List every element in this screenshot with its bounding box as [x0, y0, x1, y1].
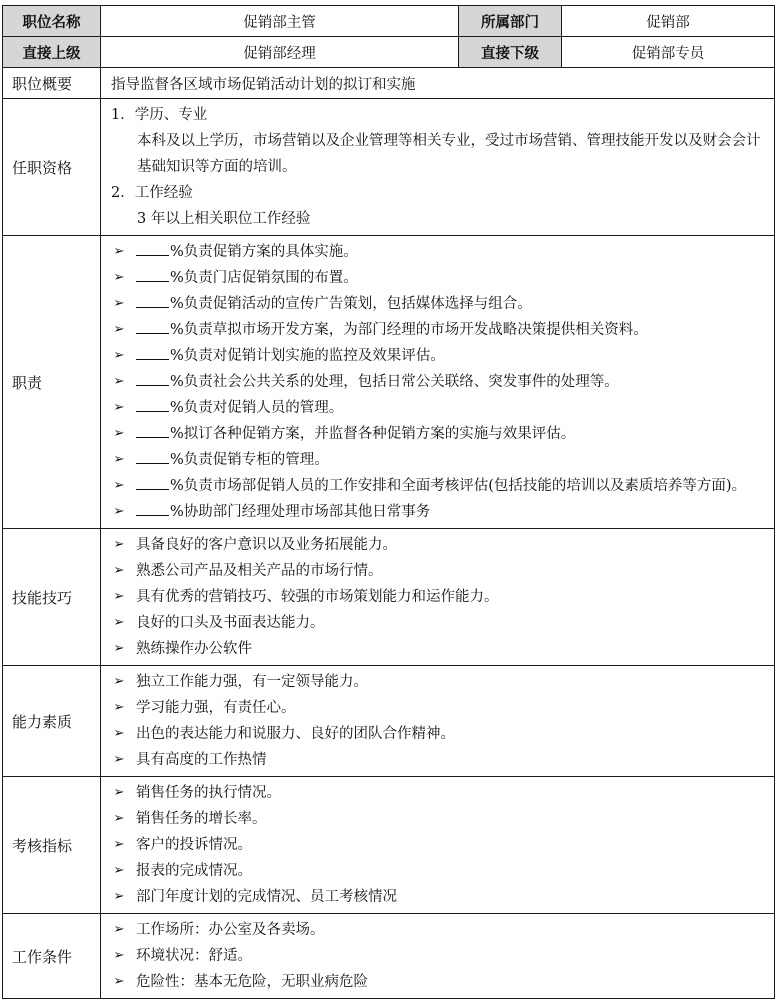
percentage-blank	[136, 291, 169, 308]
percentage-blank	[136, 239, 169, 256]
ability-item-text: 独立工作能力强，有一定领导能力。	[136, 674, 368, 690]
education-text: 本科及以上学历，市场营销以及企业管理等相关专业，受过市场营销、管理技能开发以及财会会计基础知识等方面的培训。	[137, 133, 761, 175]
percentage-blank	[136, 343, 169, 360]
duties-content	[101, 236, 775, 529]
skill-item-text: 熟练操作办公软件	[136, 641, 252, 657]
arrow-bullet-icon: ➢	[113, 948, 125, 963]
duty-item-text: %负责草拟市场开发方案，为部门经理的市场开发战略决策提供相关资料。	[170, 322, 648, 338]
skill-item	[109, 610, 766, 636]
duty-item-text: %拟订各种促销方案，并监督各种促销方案的实施与效果评估。	[170, 426, 576, 442]
kpi-item-text: 部门年度计划的完成情况、员工考核情况	[136, 889, 397, 905]
arrow-bullet-icon: ➢	[113, 615, 125, 630]
arrow-bullet-icon: ➢	[113, 589, 125, 604]
arrow-bullet-icon: ➢	[113, 974, 125, 989]
duty-item	[109, 421, 766, 447]
header-row-1	[3, 6, 775, 37]
condition-item	[109, 969, 766, 995]
condition-item	[109, 943, 766, 969]
kpi-item-text: 报表的完成情况。	[136, 863, 252, 879]
arrow-bullet-icon: ➢	[113, 452, 125, 467]
duties-label: 职责	[3, 236, 101, 529]
duty-item	[109, 291, 766, 317]
conditions-list	[109, 917, 766, 995]
ability-item	[109, 747, 766, 773]
arrow-bullet-icon: ➢	[113, 504, 125, 519]
ability-item	[109, 721, 766, 747]
skill-item	[109, 584, 766, 610]
skill-item-text: 良好的口头及书面表达能力。	[136, 615, 325, 631]
abilities-content	[101, 666, 775, 777]
summary-label: 职位概要	[3, 68, 101, 99]
percentage-blank	[136, 317, 169, 334]
department-label: 所属部门	[459, 6, 562, 37]
arrow-bullet-icon: ➢	[113, 641, 125, 656]
duty-item	[109, 343, 766, 369]
qualifications-content	[101, 99, 775, 236]
kpis-content	[101, 777, 775, 914]
arrow-bullet-icon: ➢	[113, 863, 125, 878]
kpis-row	[3, 777, 775, 914]
percentage-blank	[136, 447, 169, 464]
qualifications-row	[3, 99, 775, 236]
arrow-bullet-icon: ➢	[113, 322, 125, 337]
condition-item-text: 危险性：基本无危险，无职业病危险	[136, 974, 368, 990]
arrow-bullet-icon: ➢	[113, 348, 125, 363]
subordinate-value: 促销部专员	[562, 37, 775, 68]
subordinate-label: 直接下级	[459, 37, 562, 68]
arrow-bullet-icon: ➢	[113, 752, 125, 767]
arrow-bullet-icon: ➢	[113, 889, 125, 904]
arrow-bullet-icon: ➢	[113, 922, 125, 937]
duty-item-text: %负责对促销计划实施的监控及效果评估。	[170, 348, 445, 364]
arrow-bullet-icon: ➢	[113, 374, 125, 389]
position-name-label: 职位名称	[3, 6, 101, 37]
conditions-row	[3, 914, 775, 999]
arrow-bullet-icon: ➢	[113, 674, 125, 689]
experience-text: 3 年以上相关职位工作经验	[137, 211, 311, 227]
summary-text: 指导监督各区域市场促销活动计划的拟订和实施	[101, 68, 775, 99]
kpis-list	[109, 780, 766, 910]
kpis-label: 考核指标	[3, 777, 101, 914]
arrow-bullet-icon: ➢	[113, 726, 125, 741]
skills-list	[109, 532, 766, 662]
conditions-label: 工作条件	[3, 914, 101, 999]
duty-item-text: %负责促销专柜的管理。	[170, 452, 329, 468]
kpi-item	[109, 832, 766, 858]
skills-content	[101, 529, 775, 666]
percentage-blank	[136, 395, 169, 412]
skill-item-text: 熟悉公司产品及相关产品的市场行情。	[136, 563, 383, 579]
skill-item-text: 具备良好的客户意识以及业务拓展能力。	[136, 537, 397, 553]
ability-item-text: 具有高度的工作热情	[136, 752, 267, 768]
arrow-bullet-icon: ➢	[113, 700, 125, 715]
kpi-item	[109, 858, 766, 884]
duty-item	[109, 499, 766, 525]
education-heading: 1．学历、专业	[111, 107, 208, 123]
arrow-bullet-icon: ➢	[113, 478, 125, 493]
duty-item-text: %负责对促销人员的管理。	[170, 400, 344, 416]
arrow-bullet-icon: ➢	[113, 537, 125, 552]
experience-heading: 2．工作经验	[111, 185, 193, 201]
skill-item	[109, 558, 766, 584]
condition-item-text: 工作场所：办公室及各卖场。	[136, 922, 325, 938]
ability-item	[109, 695, 766, 721]
duty-item-text: %协助部门经理处理市场部其他日常事务	[170, 504, 431, 520]
skills-label: 技能技巧	[3, 529, 101, 666]
arrow-bullet-icon: ➢	[113, 426, 125, 441]
header-row-2	[3, 37, 775, 68]
kpi-item-text: 销售任务的执行情况。	[136, 785, 281, 801]
duties-list	[109, 239, 766, 525]
arrow-bullet-icon: ➢	[113, 837, 125, 852]
duty-item	[109, 473, 766, 499]
kpi-item	[109, 884, 766, 910]
arrow-bullet-icon: ➢	[113, 296, 125, 311]
position-name-value: 促销部主管	[101, 6, 459, 37]
ability-item-text: 学习能力强，有责任心。	[136, 700, 296, 716]
percentage-blank	[136, 473, 169, 490]
kpi-item-text: 客户的投诉情况。	[136, 837, 252, 853]
skill-item	[109, 532, 766, 558]
percentage-blank	[136, 499, 169, 516]
duty-item-text: %负责门店促销氛围的布置。	[170, 270, 358, 286]
arrow-bullet-icon: ➢	[113, 400, 125, 415]
job-description-table	[2, 5, 775, 999]
duty-item	[109, 447, 766, 473]
duties-row	[3, 236, 775, 529]
superior-label: 直接上级	[3, 37, 101, 68]
department-value: 促销部	[562, 6, 775, 37]
arrow-bullet-icon: ➢	[113, 244, 125, 259]
abilities-row	[3, 666, 775, 777]
duty-item	[109, 395, 766, 421]
skill-item	[109, 636, 766, 662]
qualifications-label: 任职资格	[3, 99, 101, 236]
skill-item-text: 具有优秀的营销技巧、较强的市场策划能力和运作能力。	[136, 589, 499, 605]
ability-item	[109, 669, 766, 695]
duty-item	[109, 239, 766, 265]
skills-row	[3, 529, 775, 666]
duty-item	[109, 265, 766, 291]
duty-item-text: %负责社会公共关系的处理，包括日常公关联络、突发事件的处理等。	[170, 374, 619, 390]
arrow-bullet-icon: ➢	[113, 811, 125, 826]
arrow-bullet-icon: ➢	[113, 270, 125, 285]
duty-item	[109, 369, 766, 395]
abilities-label: 能力素质	[3, 666, 101, 777]
kpi-item	[109, 806, 766, 832]
arrow-bullet-icon: ➢	[113, 785, 125, 800]
kpi-item-text: 销售任务的增长率。	[136, 811, 267, 827]
percentage-blank	[136, 265, 169, 282]
duty-item-text: %负责市场部促销人员的工作安排和全面考核评估(包括技能的培训以及素质培养等方面)。	[170, 478, 747, 494]
duty-item-text: %负责促销活动的宣传广告策划，包括媒体选择与组合。	[170, 296, 532, 312]
kpi-item	[109, 780, 766, 806]
summary-row	[3, 68, 775, 99]
ability-item-text: 出色的表达能力和说服力、良好的团队合作精神。	[136, 726, 455, 742]
conditions-content	[101, 914, 775, 999]
percentage-blank	[136, 369, 169, 386]
condition-item-text: 环境状况：舒适。	[136, 948, 252, 964]
duty-item	[109, 317, 766, 343]
duty-item-text: %负责促销方案的具体实施。	[170, 244, 358, 260]
condition-item	[109, 917, 766, 943]
percentage-blank	[136, 421, 169, 438]
arrow-bullet-icon: ➢	[113, 563, 125, 578]
abilities-list	[109, 669, 766, 773]
superior-value: 促销部经理	[101, 37, 459, 68]
